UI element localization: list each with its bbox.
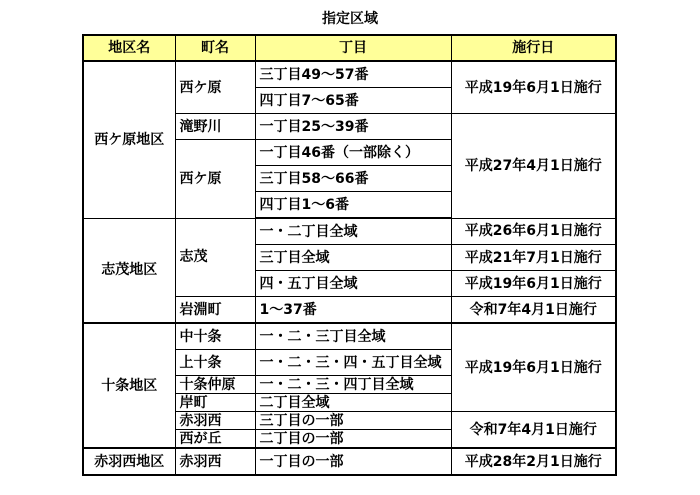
chome-cell: 三丁目49～57番: [255, 61, 451, 88]
header-chome: 丁目: [255, 35, 451, 61]
town-cell: 西が丘: [175, 430, 255, 449]
table-header-row: [83, 35, 616, 61]
date-cell: 平成19年6月1日施行: [451, 271, 616, 297]
town-cell: 上十条: [175, 350, 255, 376]
table-row: [83, 448, 616, 475]
date-cell: 平成27年4月1日施行: [451, 114, 616, 219]
chome-cell: 三丁目58～66番: [255, 166, 451, 192]
district-cell: 西ケ原地区: [83, 61, 175, 218]
chome-cell: 四丁目1～6番: [255, 192, 451, 219]
town-cell: 西ケ原: [175, 61, 255, 114]
town-cell: 中十条: [175, 323, 255, 350]
chome-cell: 四丁目7～65番: [255, 88, 451, 114]
date-cell: 令和7年4月1日施行: [451, 297, 616, 324]
town-cell: 西ケ原: [175, 140, 255, 219]
chome-cell: 1～37番: [255, 297, 451, 324]
page-title: 指定区域: [322, 11, 378, 27]
chome-cell: 一・二丁目全域: [255, 218, 451, 245]
town-cell: 志茂: [175, 218, 255, 297]
table-row: [83, 323, 616, 350]
chome-cell: 一丁目の一部: [255, 448, 451, 475]
date-cell: 平成19年6月1日施行: [451, 323, 616, 412]
table-row: [83, 218, 616, 245]
district-cell: 志茂地区: [83, 218, 175, 323]
chome-cell: 三丁目の一部: [255, 412, 451, 430]
designated-area-table: [82, 34, 617, 476]
district-cell: 十条地区: [83, 323, 175, 448]
chome-cell: 四・五丁目全域: [255, 271, 451, 297]
chome-cell: 一丁目25～39番: [255, 114, 451, 140]
chome-cell: 一・二・三・四・五丁目全域: [255, 350, 451, 376]
date-cell: 平成21年7月1日施行: [451, 245, 616, 271]
header-date: 施行日: [451, 35, 616, 61]
header-district: 地区名: [83, 35, 175, 61]
chome-cell: 二丁目の一部: [255, 430, 451, 449]
date-cell: 平成19年6月1日施行: [451, 61, 616, 114]
district-cell: 赤羽西地区: [83, 448, 175, 475]
date-cell: 令和7年4月1日施行: [451, 412, 616, 449]
chome-cell: 一丁目46番（一部除く）: [255, 140, 451, 166]
town-cell: 赤羽西: [175, 412, 255, 430]
town-cell: 滝野川: [175, 114, 255, 140]
chome-cell: 一・二・三・四丁目全域: [255, 376, 451, 394]
town-cell: 十条仲原: [175, 376, 255, 394]
header-town: 町名: [175, 35, 255, 61]
date-cell: 平成28年2月1日施行: [451, 448, 616, 475]
chome-cell: 二丁目全域: [255, 394, 451, 412]
town-cell: 岸町: [175, 394, 255, 412]
date-cell: 平成26年6月1日施行: [451, 218, 616, 245]
chome-cell: 一・二・三丁目全域: [255, 323, 451, 350]
town-cell: 赤羽西: [175, 448, 255, 475]
chome-cell: 三丁目全域: [255, 245, 451, 271]
town-cell: 岩淵町: [175, 297, 255, 324]
table-row: [83, 61, 616, 88]
